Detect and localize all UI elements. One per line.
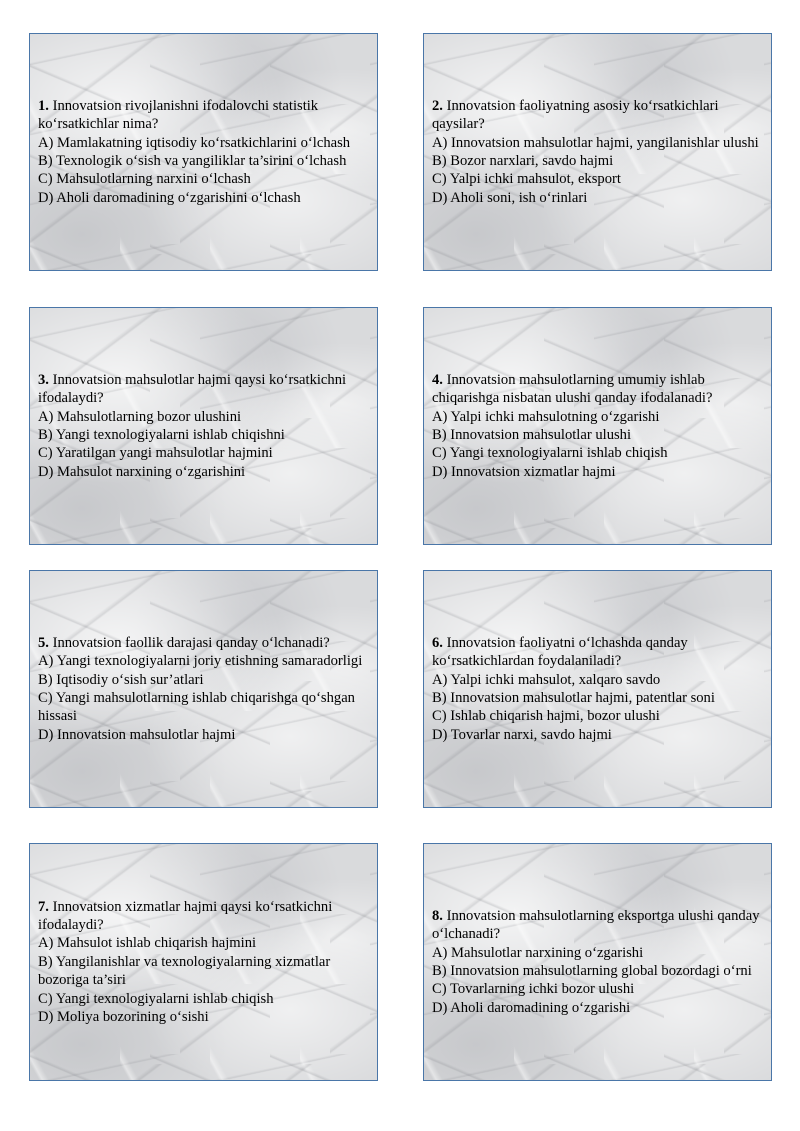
option-b: B) Innovatsion mahsulotlar hajmi, patentlar soni [432, 690, 715, 706]
option-a: A) Mahsulotlarning bozor ulushini [38, 408, 242, 425]
quiz-card-7 [29, 843, 378, 1081]
option-c: C) Yalpi ichki mahsulot, eksport [432, 171, 621, 188]
quiz-card-5 [29, 570, 378, 808]
option-a: A) Yangi texnologiyalarni joriy etishning samaradorligi [38, 653, 363, 670]
option-a: A) Mahsulot ishlab chiqarish hajmini [38, 935, 257, 952]
option-b: B) Texnologik o‘sish va yangiliklar ta’sirini o‘lchash [38, 153, 347, 169]
option-c: C) Yaratilgan yangi mahsulotlar hajmini [38, 445, 273, 462]
question-text [38, 97, 369, 134]
option-d: D) Innovatsion mahsulotlar hajmi [38, 726, 236, 743]
option-a: A) Mamlakatning iqtisodiy ko‘rsatkichlarini o‘lchash [38, 134, 351, 151]
option-a: A) Mahsulotlar narxining o‘zgarishi [432, 944, 644, 961]
question-number: 2. [432, 97, 443, 114]
option-d: D) Mahsulot narxining o‘zgarishini [38, 463, 246, 480]
question-body: Innovatsion faoliyatni o‘lchashda qanday ko‘rsatkichlardan foydalaniladi? [432, 634, 688, 670]
quiz-card-3 [29, 307, 378, 545]
option-d: D) Innovatsion xizmatlar hajmi [432, 463, 616, 480]
option-d: D) Aholi soni, ish o‘rinlari [432, 189, 588, 206]
option-b: B) Innovatsion mahsulotlar ulushi [432, 427, 632, 443]
quiz-card-8 [423, 843, 772, 1081]
option-a: A) Yalpi ichki mahsulotning o‘zgarishi [432, 408, 660, 425]
question-body: Innovatsion rivojlanishni ifodalovchi statistik ko‘rsatkichlar nima? [38, 97, 319, 133]
question-number: 1. [38, 97, 49, 114]
quiz-card-1 [29, 33, 378, 271]
question-body: Innovatsion faollik darajasi qanday o‘lchanadi? [48, 634, 330, 651]
option-c: C) Yangi texnologiyalarni ishlab chiqish [432, 445, 668, 462]
option-c: C) Yangi texnologiyalarni ishlab chiqish [38, 990, 274, 1007]
question-text [38, 898, 369, 935]
option-b: B) Iqtisodiy o‘sish sur’atlari [38, 671, 204, 688]
question-text [432, 97, 763, 134]
question-number: 5. [38, 634, 49, 651]
question-text [432, 907, 763, 944]
question-text [38, 371, 369, 408]
question-body: Innovatsion mahsulotlarning umumiy ishlab chiqarishga nisbatan ulushi qanday ifodalanadi? [432, 371, 713, 407]
option-b: B) Bozor narxlari, savdo hajmi [432, 153, 614, 169]
option-b: B) Innovatsion mahsulotlarning global bozordagi o‘rni [432, 963, 752, 979]
option-a: A) Yalpi ichki mahsulot, xalqaro savdo [432, 671, 661, 688]
question-text [432, 371, 763, 408]
option-c: C) Ishlab chiqarish hajmi, bozor ulushi [432, 708, 660, 725]
option-d: D) Moliya bozorining o‘sishi [38, 1009, 209, 1026]
question-number: 6. [432, 634, 443, 651]
question-number: 8. [432, 907, 443, 924]
option-c: C) Mahsulotlarning narxini o‘lchash [38, 171, 251, 188]
question-number: 3. [38, 371, 49, 388]
option-d: D) Aholi daromadining o‘zgarishini o‘lchash [38, 189, 301, 206]
quiz-card-6 [423, 570, 772, 808]
question-body: Innovatsion xizmatlar hajmi qaysi ko‘rsatkichni ifodalaydi? [38, 898, 333, 933]
option-d: D) Aholi daromadining o‘zgarishi [432, 999, 631, 1016]
question-number: 4. [432, 371, 443, 388]
option-d: D) Tovarlar narxi, savdo hajmi [432, 726, 612, 743]
question-body: Innovatsion faoliyatning asosiy ko‘rsatkichlari qaysilar? [432, 97, 719, 133]
question-body: Innovatsion mahsulotlarning eksportga ulushi qanday o‘lchanadi? [432, 907, 760, 943]
option-a: A) Innovatsion mahsulotlar hajmi, yangilanishlar ulushi [432, 134, 759, 151]
option-b: B) Yangi texnologiyalarni ishlab chiqishni [38, 427, 285, 443]
quiz-card-2 [423, 33, 772, 271]
option-b: B) Yangilanishlar va texnologiyalarning xizmatlar bozoriga ta’siri [38, 953, 331, 989]
option-c: C) Tovarlarning ichki bozor ulushi [432, 981, 635, 998]
question-body: Innovatsion mahsulotlar hajmi qaysi ko‘rsatkichni ifodalaydi? [38, 371, 347, 407]
option-c: C) Yangi mahsulotlarning ishlab chiqarishga qo‘shgan hissasi [38, 690, 355, 725]
quiz-card-4 [423, 307, 772, 545]
question-text [38, 634, 369, 652]
question-number: 7. [38, 898, 49, 915]
question-text [432, 634, 763, 671]
